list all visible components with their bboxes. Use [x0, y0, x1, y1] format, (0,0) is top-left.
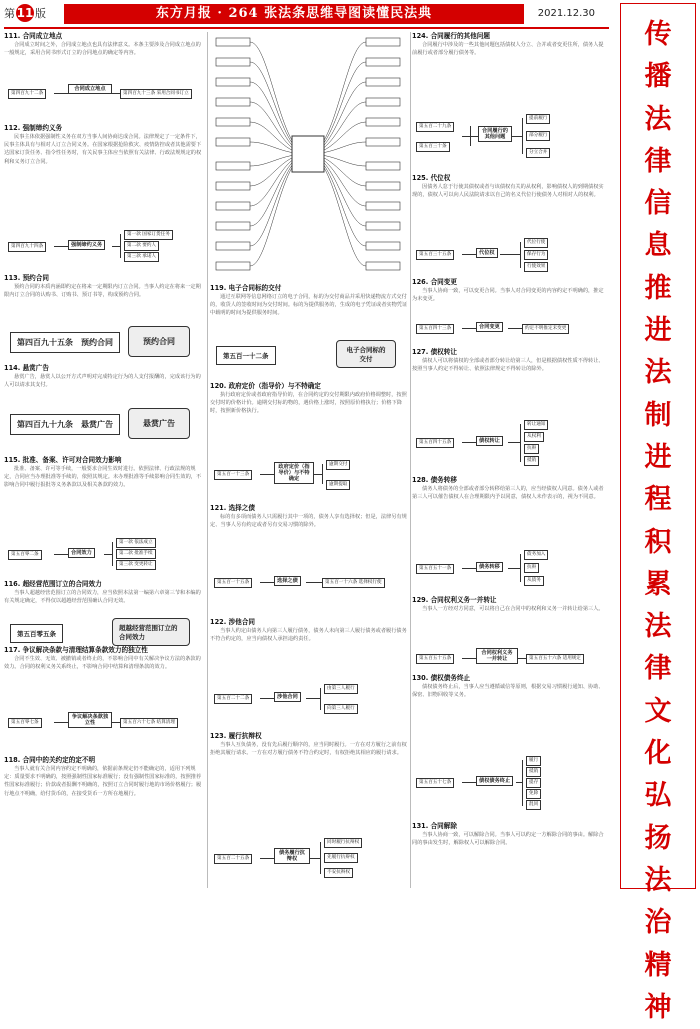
mind-map: [416, 548, 596, 592]
map-node: 第五百五十六条 适用规定: [526, 654, 584, 664]
section-body: 合同不生效、无效、被撤销或者终止的，不影响合同中有关解决争议方法的条款的效力。合同的权利义务关系终止，不影响合同中结算和清理条款的效力。: [4, 656, 201, 671]
section-title: 127. 债权转让: [412, 348, 457, 356]
section-body: 悬赏广告，悬赏人以公开方式声明对完成特定行为的人支付报酬的，完成该行为的人可以请求其支付。: [4, 374, 201, 389]
section-119: [210, 284, 408, 363]
section-body: 执行政府定价或者政府指导价的，在合同约定的交付期限内政府价格调整时，按照交付时的价格计价。逾期交付标的物的，遇价格上涨时，按照原价格执行；价格下降时，按照新价格执行。: [210, 392, 407, 415]
map-node: 第五百五十一条: [416, 564, 454, 574]
page-number-badge: 11: [16, 6, 34, 20]
section-114: [4, 364, 204, 429]
map-node: 混同: [526, 800, 541, 810]
slogan-char: 神: [644, 991, 672, 1023]
section-118: [4, 756, 204, 889]
map-node: 第五百二十五条: [214, 854, 252, 864]
section-body: 预约合同的本质内涵即约定在将来一定期限内订立合同。当事人约定在将来一定期限内订立合同的认购书、订购书、预订书等，构成预约合同。: [4, 284, 201, 299]
section-title: 125. 代位权: [412, 174, 451, 182]
map-node: 抵销: [526, 767, 541, 777]
slogan-text: [621, 14, 695, 1029]
map-node: 第五百四十五条: [416, 438, 454, 448]
mind-map: [214, 454, 394, 498]
slogan-char: 累: [644, 568, 672, 600]
issue-date: 2021.12.30: [537, 8, 595, 19]
mind-map: [214, 680, 394, 720]
slogan-char: 扬: [644, 822, 672, 854]
slogan-char: 息: [644, 230, 672, 262]
section-title: 121. 选择之债: [210, 504, 255, 512]
mind-map: [416, 236, 596, 278]
map-center-node: 合同权利义务一并转让: [476, 648, 518, 664]
map-center-node: 合同成立地点: [68, 84, 112, 94]
slogan-char: 化: [644, 738, 672, 770]
section-body: 合同履行中涉及的一些其他问题包括债权人分立、合并或者变更住所，债务人提前履行或者部分履行债务等。: [412, 42, 604, 57]
map-node: 第五百一十六条 选择权行使: [322, 578, 385, 588]
section-body: 债权人可以将债权的全部或者部分转让给第三人，但是根据债权性质不得转让、按照当事人约定不得转让、依照法律规定不得转让的除外。: [412, 358, 604, 373]
column-left: [4, 32, 204, 888]
column-divider: [410, 32, 411, 888]
slogan-char: 信: [644, 188, 672, 220]
article-callout: [216, 338, 402, 378]
slogan-char: 程: [644, 484, 672, 516]
map-node: 逾期提取: [326, 480, 350, 490]
map-node: 第二款 要约人: [124, 241, 159, 251]
article-name: 超越经营范围订立的合同效力: [112, 618, 190, 646]
section-body: 当事人协商一致，可以变更合同。当事人对合同变更的内容约定不明确的，推定为未变更。: [412, 288, 604, 303]
article-name: 预约合同: [128, 326, 190, 357]
section-122: [210, 618, 408, 711]
slogan-char: 制: [644, 399, 672, 431]
section-116: [4, 580, 204, 641]
map-center-node: 合同效力: [68, 548, 95, 558]
map-center-node: 争议解决条款独立性: [68, 712, 112, 728]
map-node: 第四百九十四条: [8, 242, 46, 252]
map-center-node: 代位权: [476, 248, 498, 258]
article-number: 第四百九十五条 预约合同: [10, 332, 120, 353]
section-121: [210, 504, 408, 585]
section-body: 当事人互负债务，没有先后履行顺序的，应当同时履行。一方在对方履行之前有权拒绝其履行请求。一方在对方履行债务不符合约定时，有权拒绝其相应的履行请求。: [210, 742, 407, 757]
map-node: 部分履行: [526, 131, 550, 141]
mind-map: [8, 708, 188, 736]
map-node: 分立合并: [526, 148, 550, 158]
section-title: 130. 债权债务终止: [412, 674, 471, 682]
article-number: 第四百九十九条 悬赏广告: [10, 414, 120, 435]
slogan-char: 文: [644, 695, 672, 727]
section-title: 115. 批准、备案、许可对合同效力影响: [4, 456, 122, 464]
mind-map: [8, 536, 188, 572]
section-title: 118. 合同中的关约定的定不明: [4, 756, 96, 764]
map-node: 提前履行: [526, 114, 550, 124]
section-body: 当事人协商一致，可以解除合同。当事人可以约定一方解除合同的事由。解除合同的事由发生时，解除权人可以解除合同。: [412, 832, 604, 847]
mind-map: [416, 418, 596, 470]
mind-map: [214, 564, 394, 604]
column-middle: [210, 32, 408, 888]
map-node: 第五百一十三条: [214, 470, 252, 480]
map-node: 第五百五十七条: [416, 778, 454, 788]
mind-map: [416, 644, 596, 672]
map-node: 第一款 国家订货任务: [124, 230, 173, 240]
map-node: 从债务: [524, 576, 544, 586]
page-prefix: 第: [4, 7, 15, 20]
map-node: 转让通知: [524, 420, 548, 430]
map-node: 同时履行抗辩权: [324, 838, 362, 848]
map-node: 第五百三十条: [416, 142, 450, 152]
section-title: 131. 合同解除: [412, 822, 457, 830]
map-node: 债务加入: [524, 550, 548, 560]
mind-map: [8, 228, 188, 264]
map-node: 第五百二十二条: [214, 694, 252, 704]
slogan-char: 法: [644, 864, 672, 896]
section-body: 合同成立时间之外，合同成立地点也具有法律意义。本条主要涉及合同成立地点的一般规定，采用合同书形式订立的合同地点的确定等内容。: [4, 42, 201, 57]
slogan-char: 积: [644, 526, 672, 558]
slogan-char: 推: [644, 272, 672, 304]
map-node: 第五百一十五条: [214, 578, 252, 588]
map-center-node: 债务履行抗辩权: [274, 848, 310, 864]
map-center-node: 合同履行的其他问题: [478, 126, 512, 142]
section-body: 因债务人怠于行使其债权或者与该债权有关的从权利，影响债权人的到期债权实现的，债权人可以向人民法院请求以自己的名义代位行使债务人对相对人的权利。: [412, 184, 604, 199]
slogan-char: 播: [644, 61, 672, 93]
map-node: 免除: [526, 789, 541, 799]
section-body: 标的有多项而债务人只需履行其中一项的，债务人享有选择权；但是，法律另有规定、当事人另有约定或者另有交易习惯的除外。: [210, 514, 407, 529]
mind-map: [416, 318, 596, 340]
map-center-node: 强制缔约义务: [68, 240, 105, 250]
map-center-node: 涉他合同: [274, 692, 301, 702]
section-117: [4, 646, 204, 726]
section-title: 111. 合同成立地点: [4, 32, 63, 40]
section-title: 128. 债务转移: [412, 476, 457, 484]
masthead: [4, 3, 609, 25]
map-node: 第四百九十三条 采用合同书订立: [120, 89, 192, 99]
section-title: 124. 合同履行的其他问题: [412, 32, 490, 40]
map-node: 从权利: [524, 432, 544, 442]
article-callout: [10, 324, 196, 364]
map-center-node: 债务转移: [476, 562, 503, 572]
section-title: 129. 合同权利义务一并转让: [412, 596, 497, 604]
article-callout: [10, 406, 196, 446]
map-center-node: 债权债务终止: [476, 776, 513, 786]
map-node: 第二款 批准手续: [116, 549, 156, 559]
mind-map: [416, 112, 596, 168]
section-title: 122. 涉他合同: [210, 618, 255, 626]
section-body: 民事主体依据强制性义务在双方当事人间协商达成合同。法律规定了一定条件下，民事主体具有与相对人订立合同义务。在国家根据抢险救灾、疫情防控或者其他需要下达国家订货任务、指令性任务时，有关民事主体应当依照有关法律、行政法规规定的权利和义务订立合同。: [4, 134, 202, 165]
section-title: 117. 争议解决条款与清理结算条款效力的独立性: [4, 646, 148, 654]
map-node: 第三款 承诺人: [124, 252, 159, 262]
section-body: 当事人就有关合同内容约定不明确的，依据前条规定仍不能确定的，适用下列规定：质量要求不明确的，按照强制性国家标准履行；没有强制性国家标准的，按照推荐性国家标准履行；价款或者报酬不明确的，按照订立合同时履行地的市场价格履行；履行地点不明确，给付货币的，在接受货币一方所在地履行。: [4, 766, 202, 797]
map-center-node: 政府定价（指导价）与不特确定: [274, 462, 314, 484]
masthead-rule: [4, 27, 609, 29]
map-node: 抵销: [524, 456, 539, 466]
section-128: [412, 476, 608, 583]
slogan-char: 弘: [644, 780, 672, 812]
section-124: [412, 32, 608, 155]
map-node: 履行: [526, 756, 541, 766]
section-body: 债务人将债务的全部或者部分转移给第三人的，应当经债权人同意。债务人或者第三人可以催告债权人在合理期限内予以同意，债权人未作表示的，视为不同意。: [412, 486, 604, 501]
page-number: [4, 3, 46, 25]
section-title: 123. 履行抗辩权: [210, 732, 262, 740]
map-node: 第五百零二条: [8, 550, 42, 560]
slogan-char: 治: [644, 907, 672, 939]
mind-map: [214, 836, 394, 886]
section-129: [412, 596, 608, 662]
section-127: [412, 348, 608, 463]
page-title: 东方月报 · 264 张法条思维导图读懂民法典: [64, 4, 524, 24]
section-title: 114. 悬赏广告: [4, 364, 49, 372]
mind-map: [416, 754, 596, 816]
slogan-char: 法: [644, 103, 672, 135]
mind-map-right-nodes: [366, 38, 400, 270]
article-name: 电子合同标的交付: [336, 340, 396, 368]
slogan-char: 法: [644, 357, 672, 389]
page-suffix: 版: [35, 7, 46, 20]
map-node: 抗辩: [524, 444, 539, 454]
map-node: 第五百二十九条: [416, 122, 454, 132]
section-115: [4, 456, 204, 567]
section-body: 当事人一方经对方同意，可以将自己在合同中的权利和义务一并转让给第三人。: [422, 606, 604, 612]
article-number: 第五百零五条: [10, 624, 63, 643]
section-title: 126. 合同变更: [412, 278, 457, 286]
map-node: 不安抗辩权: [324, 868, 353, 878]
section-body: 当事人约定由债务人向第三人履行债务，债务人未向第三人履行债务或者履行债务不符合约定的，应当向债权人承担违约责任。: [210, 628, 407, 643]
map-node: 第五百六十七条 结算清理: [120, 718, 178, 728]
map-node: 行使效果: [524, 262, 548, 272]
column-right: [412, 32, 608, 888]
map-center-node: 合同变更: [476, 322, 503, 332]
map-node: 第四百九十二条: [8, 89, 46, 99]
map-node: 向第三人履行: [324, 704, 358, 714]
article-number: 第五百一十二条: [216, 346, 276, 365]
map-node: 抗辩: [524, 563, 539, 573]
map-node: 代位行使: [524, 238, 548, 248]
section-113: [4, 274, 204, 347]
mind-map-left-nodes: [216, 38, 250, 270]
section-title: 119. 电子合同标的交付: [210, 284, 282, 292]
map-node: 第五百三十五条: [416, 250, 454, 260]
map-node: 约定不明推定未变更: [522, 324, 569, 334]
slogan-char: 法: [644, 611, 672, 643]
map-node: 先履行抗辩权: [324, 853, 358, 863]
map-center-node: 选择之债: [274, 576, 301, 586]
map-node: 第五百四十三条: [416, 324, 454, 334]
map-node: 保存行为: [524, 250, 548, 260]
map-node: 第五百五十五条: [416, 654, 454, 664]
section-title: 112. 强制缔约义务: [4, 124, 63, 132]
map-node: 第五百零七条: [8, 718, 42, 728]
section-123: [210, 732, 408, 875]
section-body: 批准、备案、许可等手续，一般要求合同生效时进行。依照法律、行政法规的规定，合同应当办理批准等手续的，依照其规定。未办理批准等手续影响合同生效的，不影响合同中履行报批等义务条款以及相关条款的效力。: [4, 466, 202, 489]
article-name: 悬赏广告: [128, 408, 190, 439]
section-126: [412, 278, 608, 331]
slogan-char: 精: [644, 949, 672, 981]
mind-map-center: [292, 136, 324, 172]
section-title: 120. 政府定价（指导价）与不特确定: [210, 382, 321, 390]
map-node: 提存: [526, 778, 541, 788]
section-111: [4, 32, 204, 96]
map-node: 第三款 变更转让: [116, 560, 156, 570]
map-node: 第一款 依法成立: [116, 538, 156, 548]
column-divider: [207, 32, 208, 888]
section-title: 113. 预约合同: [4, 274, 49, 282]
slogan-char: 律: [644, 145, 672, 177]
slogan-char: 传: [644, 19, 672, 50]
slogan-char: 进: [644, 315, 672, 347]
section-body: 债权债务终止后，当事人应当遵循诚信等原则，根据交易习惯履行通知、协助、保密、旧物回收等义务。: [412, 684, 604, 699]
slogan-panel: [620, 3, 696, 1023]
section-112: [4, 124, 204, 259]
central-mind-map: [210, 32, 406, 276]
section-125: [412, 174, 608, 269]
slogan-char: 律: [644, 653, 672, 685]
section-130: [412, 674, 608, 807]
section-body: 当事人超越经营范围订立的合同效力，应当依照本法第一编第六章第三节和本编的有关规定确定，不得仅以超越经营范围确认合同无效。: [4, 590, 201, 605]
section-title: 116. 超经营范围订立的合同效力: [4, 580, 102, 588]
map-center-node: 债权转让: [476, 436, 503, 446]
map-node: 由第三人履行: [324, 684, 358, 694]
section-131: [412, 822, 608, 887]
section-120: [210, 382, 408, 487]
map-node: 逾期交付: [326, 460, 350, 470]
mind-map: [8, 82, 188, 104]
slogan-char: 进: [644, 441, 672, 473]
section-body: 通过互联网等信息网络订立的电子合同，标的为交付商品并采用快递物流方式交付的，收货人的签收时间为交付时间。标的为提供服务的，生成的电子凭证或者实物凭证中载明的时间为提供服务时间。: [210, 294, 408, 317]
